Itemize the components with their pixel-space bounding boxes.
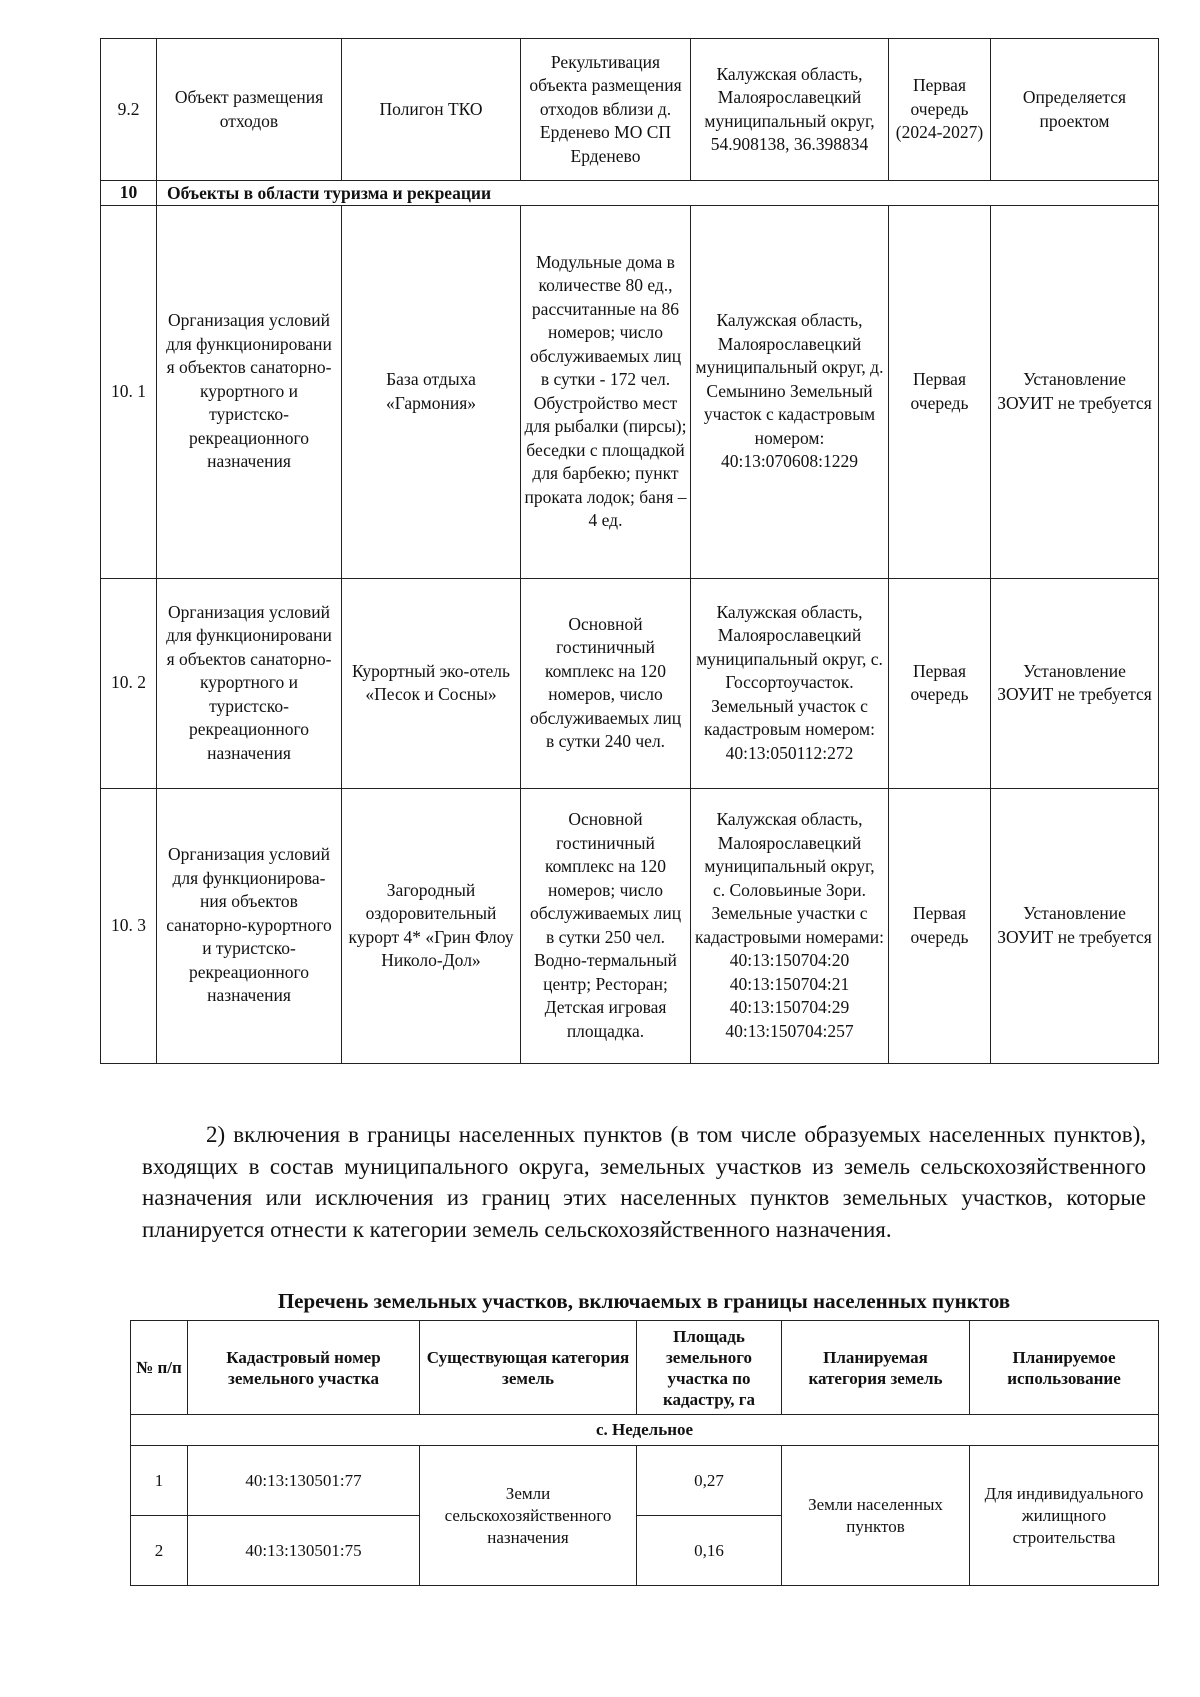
- header-existing-category: Существующая категория земель: [420, 1321, 637, 1415]
- plot-cadastral-number: 40:13:130501:75: [188, 1516, 420, 1586]
- row-number: 10. 2: [101, 578, 157, 788]
- table-row-10-1: [101, 205, 1159, 578]
- section-row-10: [101, 181, 1159, 206]
- object-location: [691, 788, 889, 1063]
- section-number: 10: [101, 181, 157, 206]
- body-paragraph: [142, 1119, 1146, 1245]
- cadastral-number: 40:13:150704:29: [729, 997, 850, 1017]
- land-plots-table: [130, 1320, 1159, 1586]
- plot-number: 1: [131, 1446, 188, 1516]
- header-planned-use: Планируемое использование: [970, 1321, 1159, 1415]
- row-number: 10. 1: [101, 205, 157, 578]
- existing-category: Земли сельскохозяйственного назначения: [420, 1446, 637, 1586]
- object-title: Полигон ТКО: [342, 39, 521, 181]
- object-title: База отдыха «Гармония»: [342, 205, 521, 578]
- header-cadastral: Кадастровый номер земельного участка: [188, 1321, 420, 1415]
- table-row-10-2: [101, 578, 1159, 788]
- implementation-stage: Первая очередь: [889, 788, 991, 1063]
- table-row: [131, 1446, 1159, 1516]
- object-title: Курортный эко-отель «Песок и Сосны»: [342, 578, 521, 788]
- row-number: 10. 3: [101, 788, 157, 1063]
- list-heading: Перечень земельных участков, включаемых в границы населенных пунктов: [277, 1289, 1011, 1313]
- zone-characteristics: Определяется проектом: [991, 39, 1159, 181]
- table-row-10-3: [101, 788, 1159, 1063]
- plot-number: 2: [131, 1516, 188, 1586]
- object-location: Калужская область, Малоярославецкий муниципальный округ, с. Госсортоучасток. Земельный участок с кадастровым номером: 40:13:050112:272: [691, 578, 889, 788]
- plot-cadastral-number: 40:13:130501:77: [188, 1446, 420, 1516]
- planned-use: Для индивидуального жилищного строительства: [970, 1446, 1159, 1586]
- row-number: 9.2: [101, 39, 157, 181]
- cadastral-number: 40:13:150704:20: [729, 950, 850, 970]
- locality-name: с. Недельное: [131, 1415, 1159, 1446]
- zone-characteristics: Установление ЗОУИТ не требуется: [991, 788, 1159, 1063]
- cadastral-number: 40:13:150704:21: [729, 973, 850, 994]
- cadastral-number: 40:13:150704:257: [725, 1020, 854, 1041]
- header-num: № п/п: [131, 1321, 188, 1415]
- object-name: Организация условий для функционировани я объектов санаторно-курортного и туристско-рекреационного назначения: [157, 205, 342, 578]
- paragraph-text: 2) включения в границы населенных пунктов (в том числе образуемых населенных пунктов), входящих в состав муниципального округа, земельных участков из земель сельскохозяйственного назначения или исключения из границ этих населенных пунктов земельных участков, которые планируется отнести к категории земель сельскохозяйственного назначения.: [142, 1122, 1146, 1242]
- table-header-row: [131, 1321, 1159, 1415]
- planned-objects-table: [100, 38, 1159, 1064]
- object-name: Объект размещения отходов: [157, 39, 342, 181]
- zone-characteristics: Установление ЗОУИТ не требуется: [991, 578, 1159, 788]
- location-line: с. Соловьиные Зори.: [712, 879, 867, 900]
- object-characteristics: Рекультивация объекта размещения отходов вблизи д. Ерденево МО СП Ерденево: [521, 39, 691, 181]
- implementation-stage: Первая очередь: [889, 578, 991, 788]
- locality-row: [131, 1415, 1159, 1446]
- object-name: Организация условий для функционирова-ния объектов санаторно-курортного и туристско-рекреационного назначения: [157, 788, 342, 1063]
- location-line: Земельные участки с кадастровыми номерами:: [694, 903, 885, 947]
- object-characteristics: Основной гостиничный комплекс на 120 номеров, число обслуживаемых лиц в сутки 240 чел.: [521, 578, 691, 788]
- zone-characteristics: Установление ЗОУИТ не требуется: [991, 205, 1159, 578]
- header-area: Площадь земельного участка по кадастру, га: [637, 1321, 782, 1415]
- section-title: Объекты в области туризма и рекреации: [157, 181, 1159, 206]
- table-row-9-2: [101, 39, 1159, 181]
- object-title: Загородный оздоровительный курорт 4* «Грин Флоу Николо-Дол»: [342, 788, 521, 1063]
- plot-area: 0,27: [637, 1446, 782, 1516]
- implementation-stage: Первая очередь: [889, 205, 991, 578]
- object-location: Калужская область, Малоярославецкий муниципальный округ, 54.908138, 36.398834: [691, 39, 889, 181]
- location-line: Калужская область, Малоярославецкий муниципальный округ,: [704, 809, 875, 876]
- plot-area: 0,16: [637, 1516, 782, 1586]
- object-characteristics: Основной гостиничный комплекс на 120 номеров; число обслуживаемых лиц в сутки 250 чел. Водно-термальный центр; Ресторан; Детская игровая площадка.: [521, 788, 691, 1063]
- object-name: Организация условий для функционировани я объектов санаторно-курортного и туристско-рекреационного назначения: [157, 578, 342, 788]
- implementation-stage: Первая очередь (2024-2027): [889, 39, 991, 181]
- planned-category: Земли населенных пунктов: [782, 1446, 970, 1586]
- object-characteristics: Модульные дома в количестве 80 ед., рассчитанные на 86 номеров; число обслуживаемых лиц в сутки - 172 чел. Обустройство мест для рыбалки (пирсы); беседки с площадкой для барбекю; пункт проката лодок; баня – 4 ед.: [521, 205, 691, 578]
- header-planned-category: Планируемая категория земель: [782, 1321, 970, 1415]
- object-location: Калужская область, Малоярославецкий муниципальный округ, д. Семынино Земельный участок с кадастровым номером: 40:13:070608:1229: [691, 205, 889, 578]
